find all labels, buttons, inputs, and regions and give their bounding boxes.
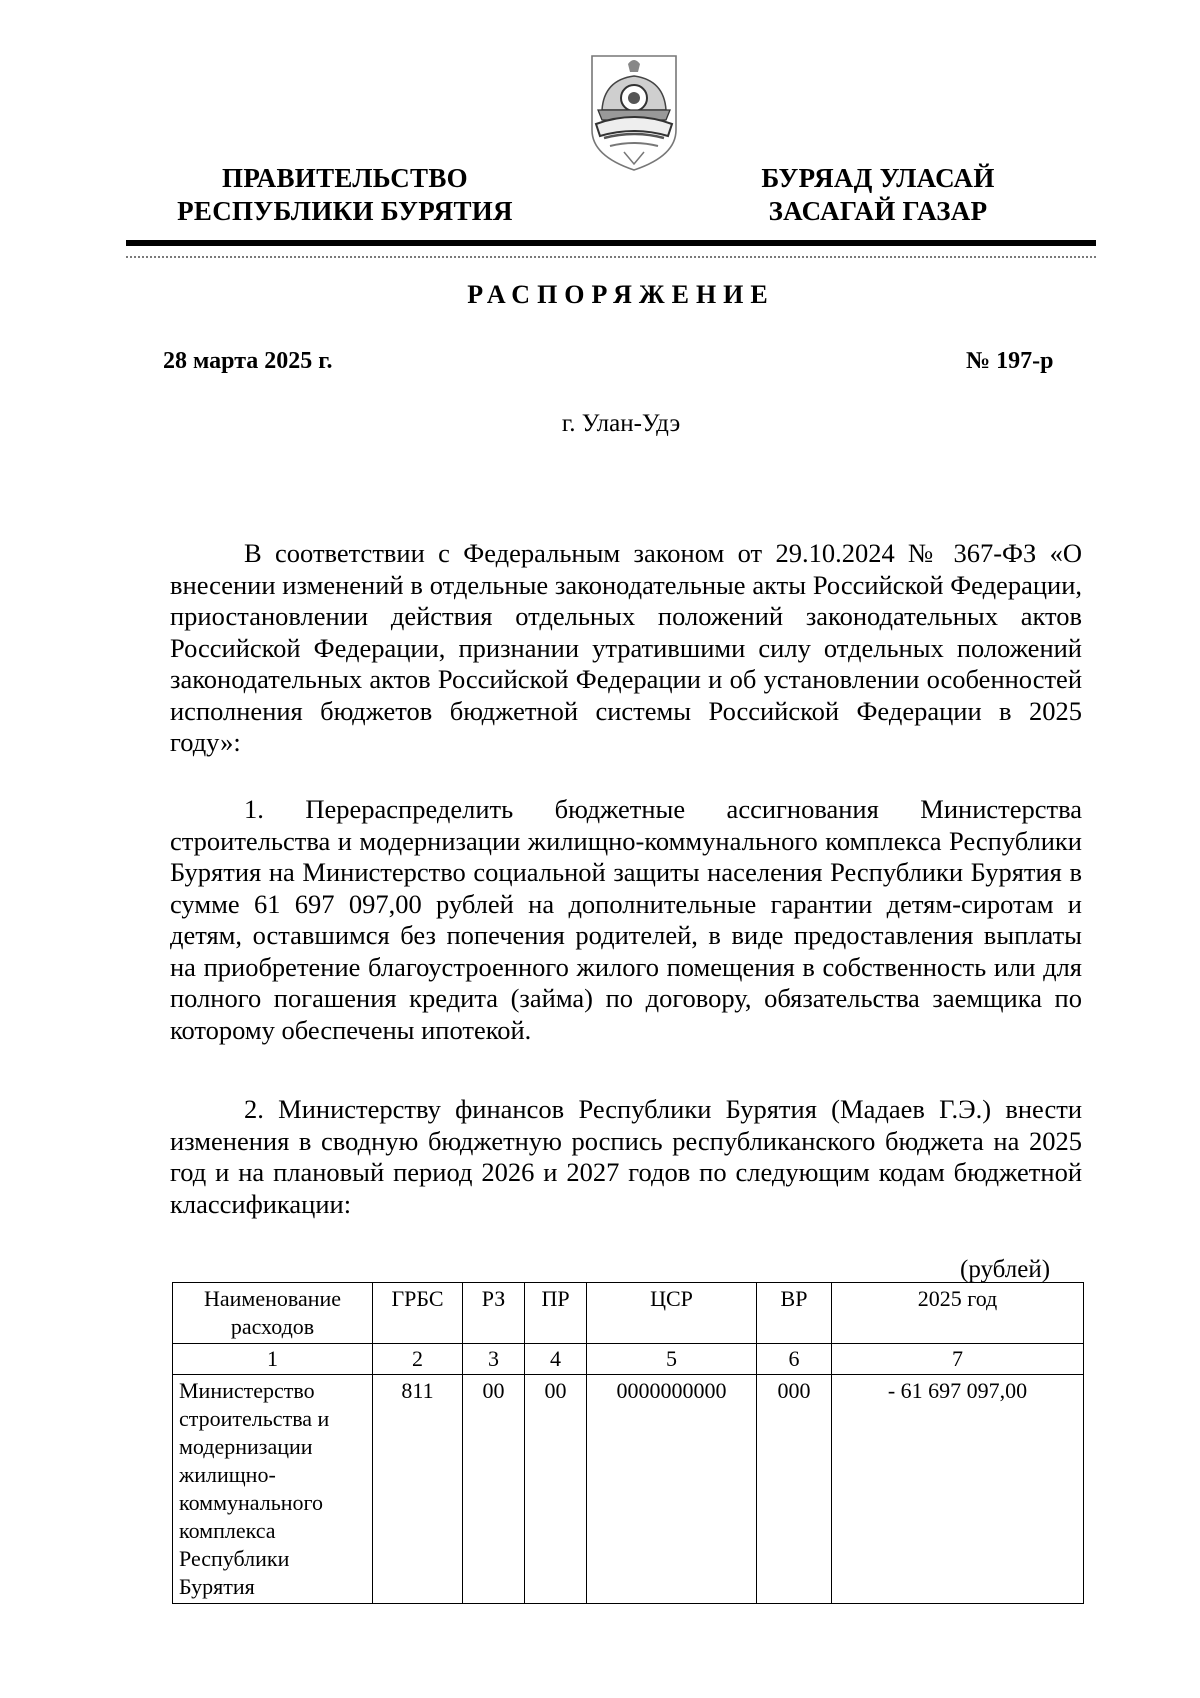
- header-left: [150, 162, 540, 228]
- document-date: 28 марта 2025 г.: [163, 348, 333, 374]
- coat-of-arms-emblem-icon: [588, 52, 680, 174]
- table-header-row: [173, 1283, 1084, 1344]
- document-city: г. Улан-Удэ: [561, 410, 681, 437]
- col-number: 7: [832, 1344, 1084, 1375]
- header-right-line2: ЗАСАГАЙ ГАЗАР: [768, 196, 988, 226]
- col-number: 3: [463, 1344, 525, 1375]
- budget-classification-table: [172, 1282, 1084, 1604]
- col-number: 5: [587, 1344, 757, 1375]
- document-number: № 197-р: [966, 348, 1054, 374]
- header-thin-divider: [126, 256, 1096, 258]
- cell-grbs: 811: [373, 1375, 463, 1604]
- col-number: 1: [173, 1344, 373, 1375]
- cell-rz: 00: [463, 1375, 525, 1604]
- preamble-paragraph: В соответствии с Федеральным законом от 29.10.2024 № 367-ФЗ «О внесении изменений в отдельные законодательные акты Российской Федерации, приостановлении действия отдельных положений законодательных актов Российской Федерации, признании утратившими силу отдельных положений законодательных актов Российской Федерации и об установлении особенностей исполнения бюджетов бюджетной системы Российской Федерации в 2025 году»:: [170, 538, 1082, 757]
- col-header-vr: ВР: [757, 1283, 832, 1344]
- col-number: 2: [373, 1344, 463, 1375]
- col-header-year: 2025 год: [832, 1283, 1084, 1344]
- clause-2-paragraph: 2. Министерству финансов Республики Бурятия (Мадаев Г.Э.) внести изменения в сводную бюджетную роспись республиканского бюджета на 2025 год и на плановый период 2026 и 2027 годов по следующим кодам бюджетной классификации:: [170, 1094, 1082, 1219]
- clause-1-paragraph: 1. Перераспределить бюджетные ассигнования Министерства строительства и модернизации жилищно-коммунального комплекса Республики Бурятия на Министерство социальной защиты населения Республики Бурятия в сумме 61 697 097,00 рублей на дополнительные гарантии детям-сиротам и детям, оставшимся без попечения родителей, в виде предоставления выплаты на приобретение благоустроенного жилого помещения в собственность или для полного погашения кредита (займа) по договору, обязательства заемщика по которому обеспечены ипотекой.: [170, 794, 1082, 1045]
- header-thick-divider: [126, 240, 1096, 246]
- cell-pr: 00: [525, 1375, 587, 1604]
- col-header-pr: ПР: [525, 1283, 587, 1344]
- col-header-grbs: ГРБС: [373, 1283, 463, 1344]
- header-right: [728, 162, 1028, 228]
- header-left-line2: РЕСПУБЛИКИ БУРЯТИЯ: [177, 196, 513, 226]
- col-header-rz: РЗ: [463, 1283, 525, 1344]
- table-row: [173, 1375, 1084, 1604]
- document-title: РАСПОРЯЖЕНИЕ: [467, 280, 775, 309]
- cell-vr: 000: [757, 1375, 832, 1604]
- col-header-csr: ЦСР: [587, 1283, 757, 1344]
- table-unit-label: (рублей): [960, 1256, 1051, 1283]
- cell-amount: - 61 697 097,00: [832, 1375, 1084, 1604]
- col-header-name: Наименование расходов: [173, 1283, 373, 1344]
- header-right-line1: БУРЯАД УЛАСАЙ: [761, 163, 995, 193]
- cell-name: Министерство строительства и модернизации жилищно-коммунального комплекса Республики Бурятия: [173, 1375, 373, 1604]
- header-left-line1: ПРАВИТЕЛЬСТВО: [222, 163, 468, 193]
- col-number: 6: [757, 1344, 832, 1375]
- table-column-numbers-row: [173, 1344, 1084, 1375]
- col-number: 4: [525, 1344, 587, 1375]
- cell-csr: 0000000000: [587, 1375, 757, 1604]
